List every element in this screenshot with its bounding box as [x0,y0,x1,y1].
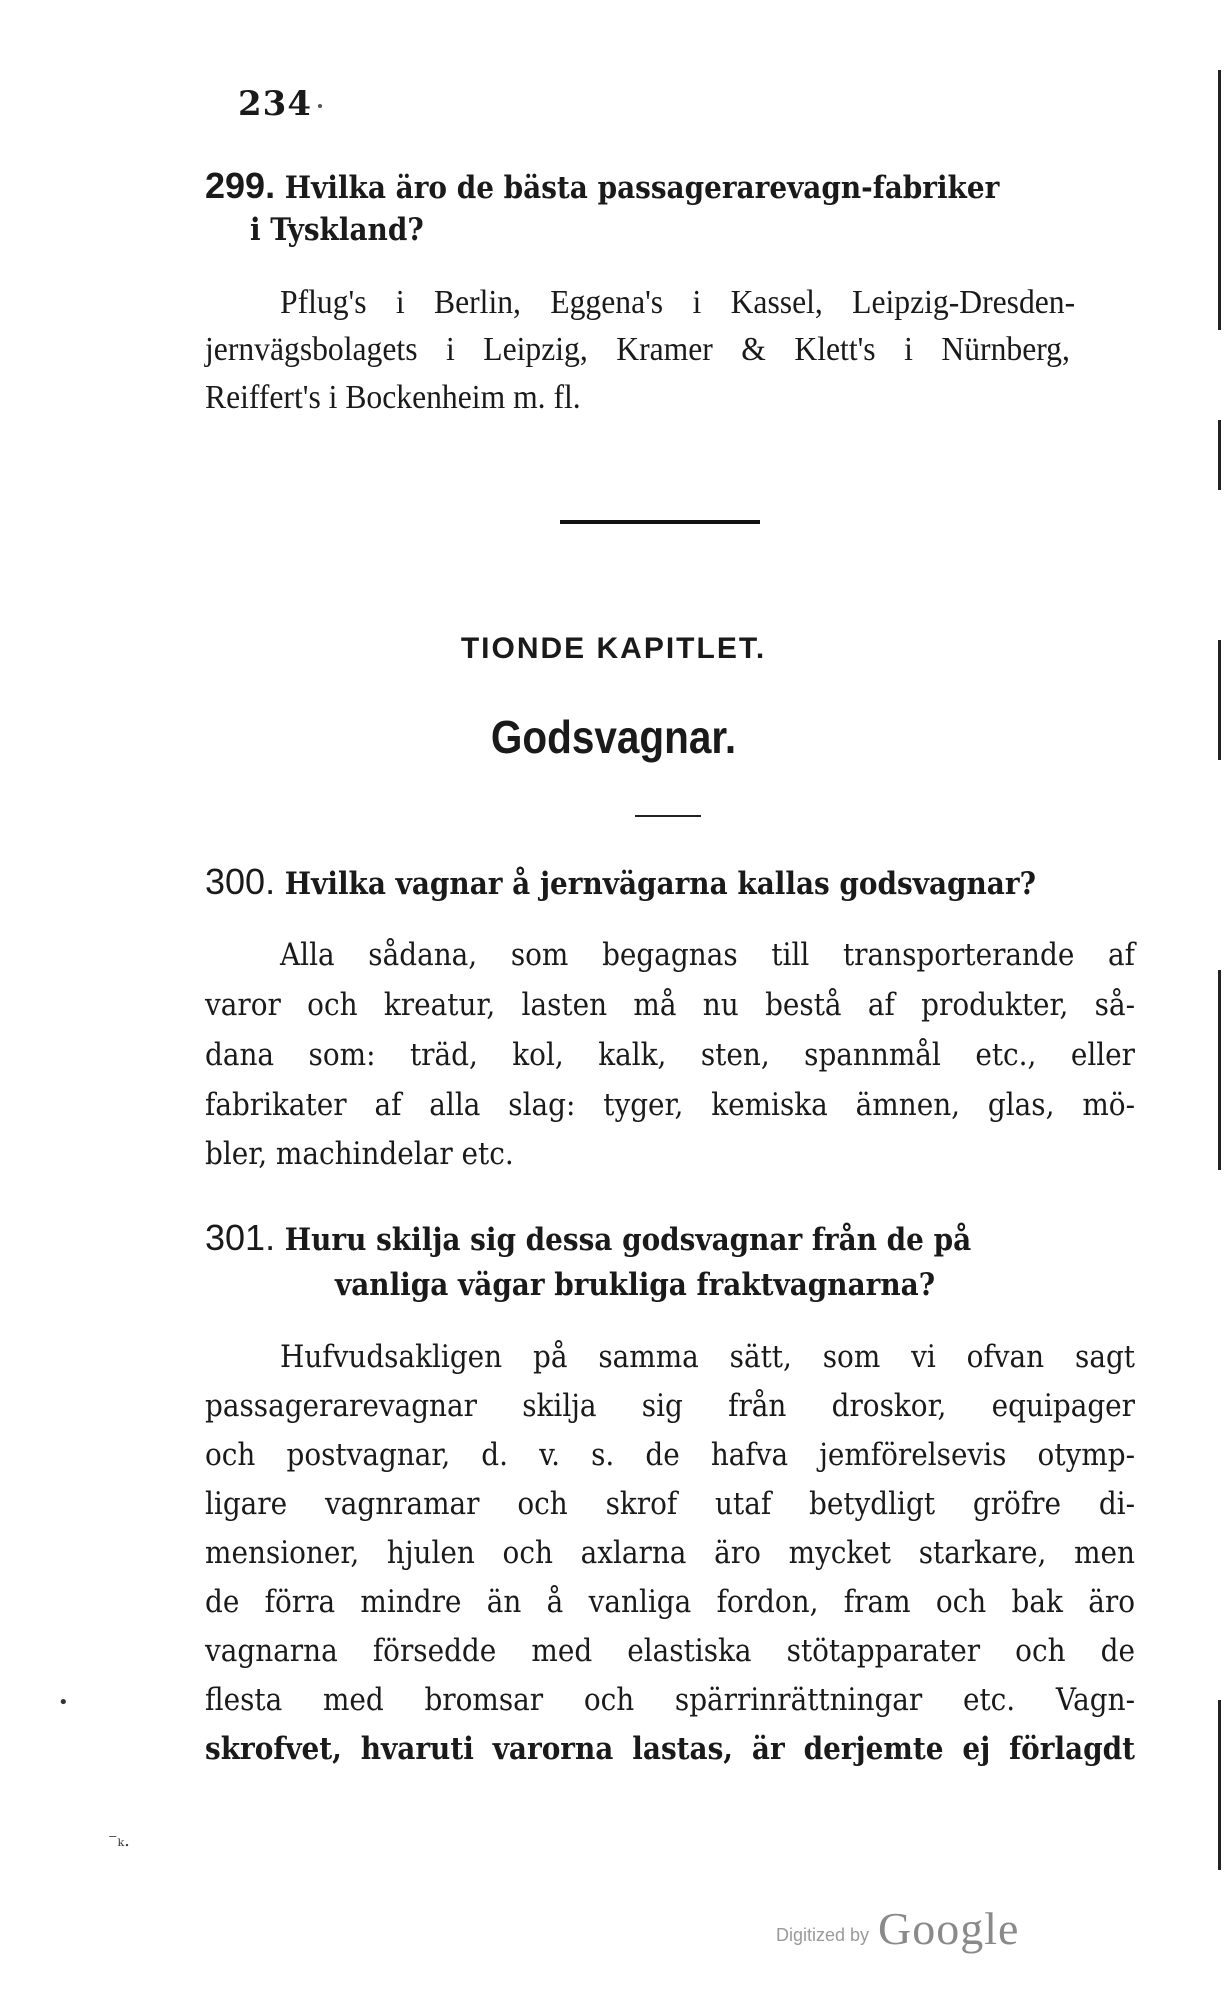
answer-299-line-3: Reiffert's i Bockenheim m. fl. [205,379,581,416]
answer-300-line-5: bler, machindelar etc. [205,1136,514,1172]
question-300-number: 300. [205,861,276,902]
question-299-text-1: Hvilka äro de bästa passagerarevagn-fabriker [284,170,1000,206]
scan-edge-line [1218,640,1221,760]
question-301-text-1: Huru skilja sig dessa godsvagnar från de på [284,1222,972,1258]
scan-edge-line [1218,1700,1221,1870]
scan-edge-line [1218,970,1221,1170]
answer-301-line-3: och postvagnar, d. v. s. de hafva jemförelsevis otymp- [205,1437,1135,1473]
answer-301-line-4: ligare vagnramar och skrof utaf betydligt gröfre di- [205,1486,1135,1522]
answer-300-line-1: Alla sådana, som begagnas till transporterande af [280,937,1135,973]
answer-300-line-4: fabrikater af alla slag: tyger, kemiska ämnen, glas, mö- [205,1087,1135,1123]
answer-299-line-2: jernvägsbolagets i Leipzig, Kramer & Klett's i Nürnberg, [205,331,1070,368]
answer-299-line-1: Pflug's i Berlin, Eggena's i Kassel, Leipzig-Dresden- [280,284,1076,321]
answer-301-line-7: vagnarna försedde med elastiska stötapparater och de [205,1633,1135,1669]
answer-300-line-2: varor och kreatur, lasten må nu bestå af produkter, så- [205,987,1135,1023]
margin-smudge: ⁻ₖ. [108,1830,130,1851]
scan-edge-line [1218,420,1221,490]
chapter-heading: TIONDE KAPITLET. [460,632,767,665]
chapter-title: Godsvagnar. [490,711,737,763]
page-number: 234 [238,84,312,124]
question-301-line-2: vanliga vägar brukliga fraktvagnarna? [335,1267,936,1303]
question-299-line-2: i Tyskland? [250,212,424,248]
answer-300-line-3: dana som: träd, kol, kalk, sten, spannmål etc., eller [205,1037,1135,1073]
margin-smudge: • [58,1692,69,1713]
question-299-number: 299. [205,165,276,206]
question-300-text: Hvilka vagnar å jernvägarna kallas godsvagnar? [284,866,1036,902]
answer-301-line-5: mensioner, hjulen och axlarna äro mycket starkare, men [205,1535,1135,1571]
answer-301-line-8: flesta med bromsar och spärrinrättningar etc. Vagn- [205,1682,1135,1718]
answer-301-line-6: de förra mindre än å vanliga fordon, fram och bak äro [205,1584,1135,1620]
google-watermark: Google [878,1903,1020,1954]
answer-301-line-2: passagerarevagnar skilja sig från droskor, equipager [205,1388,1135,1424]
question-300-line [205,862,1135,904]
title-divider [635,815,701,817]
scan-edge-line [1218,70,1221,330]
question-299-line-1 [205,166,1135,208]
digitized-by-label: Digitized by [776,1925,870,1945]
answer-301-line-1: Hufvudsakligen på samma sätt, som vi ofvan sagt [280,1339,1135,1375]
speck-mark [318,104,322,108]
question-301-line-1 [205,1218,1135,1260]
section-divider [560,520,760,524]
answer-301-line-9: skrofvet, hvaruti varorna lastas, är derjemte ej förlagdt [205,1731,1135,1767]
question-301-number: 301. [205,1217,276,1258]
